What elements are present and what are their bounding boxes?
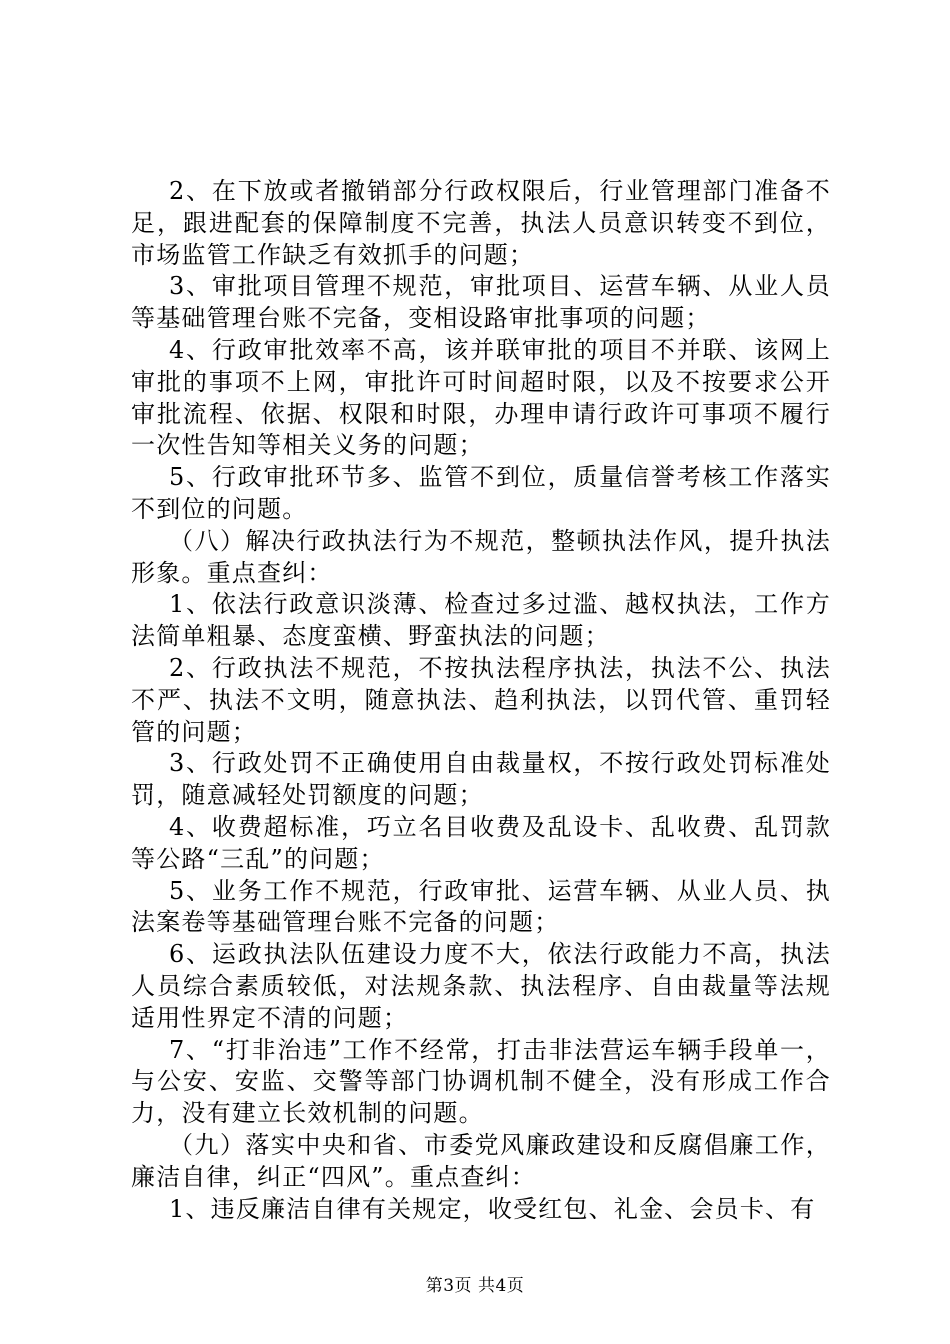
- paragraph-item-3: 3、审批项目管理不规范，审批项目、运营车辆、从业人员等基础管理台账不完备，变相设路审批事项的问题；: [131, 272, 831, 333]
- paragraph-item-4: 4、收费超标准，巧立名目收费及乱设卡、乱收费、乱罚款等公路“三乱”的问题；: [131, 812, 831, 873]
- paragraph-item-1: 1、依法行政意识淡薄、检查过多过滥、越权执法，工作方法简单粗暴、态度蛮横、野蛮执法的问题；: [131, 590, 831, 651]
- paragraph-item-1: 1、违反廉洁自律有关规定，收受红包、礼金、会员卡、有: [169, 1194, 816, 1223]
- page-number-footer: 第3页 共4页: [425, 1276, 525, 1296]
- paragraph-item-7: 7、“打非治违”工作不经常，打击非法营运车辆手段单一，与公安、安监、交警等部门协调机制不健全，没有形成工作合力，没有建立长效机制的问题。: [131, 1035, 831, 1128]
- paragraph-item-6: 6、运政执法队伍建设力度不大，依法行政能力不高，执法人员综合素质较低，对法规条款、执法程序、自由裁量等法规适用性界定不清的问题；: [131, 940, 831, 1032]
- paragraph-item-5: 5、行政审批环节多、监管不到位，质量信誉考核工作落实不到位的问题。: [131, 463, 831, 523]
- paragraph-item-3: 3、行政处罚不正确使用自由裁量权，不按行政处罚标准处罚，随意减轻处罚额度的问题；: [131, 749, 831, 810]
- paragraph-item-2: 2、在下放或者撤销部分行政权限后，行业管理部门准备不足，跟进配套的保障制度不完善，执法人员意识转变不到位，市场监管工作缺乏有效抓手的问题；: [131, 177, 831, 269]
- paragraph-item-2: 2、行政执法不规范，不按执法程序执法，执法不公、执法不严、执法不文明，随意执法、趋利执法，以罚代管、重罚轻管的问题；: [131, 653, 831, 746]
- paragraph-item-4: 4、行政审批效率不高，该并联审批的项目不并联、该网上审批的事项不上网，审批许可时间超时限，以及不按要求公开审批流程、依据、权限和时限，办理申请行政许可事项不履行一次性告知等相关义务的问题；: [131, 335, 831, 460]
- section-heading-9: （九）落实中央和省、市委党风廉政建设和反腐倡廉工作，廉洁自律，纠正“四风”。重点查纠：: [131, 1130, 831, 1191]
- section-heading-8: （八）解决行政执法行为不规范，整顿执法作风，提升执法形象。重点查纠：: [131, 526, 831, 587]
- document-body: [131, 176, 831, 1225]
- paragraph-item-5: 5、业务工作不规范，行政审批、运营车辆、从业人员、执法案卷等基础管理台账不完备的问题；: [131, 876, 831, 937]
